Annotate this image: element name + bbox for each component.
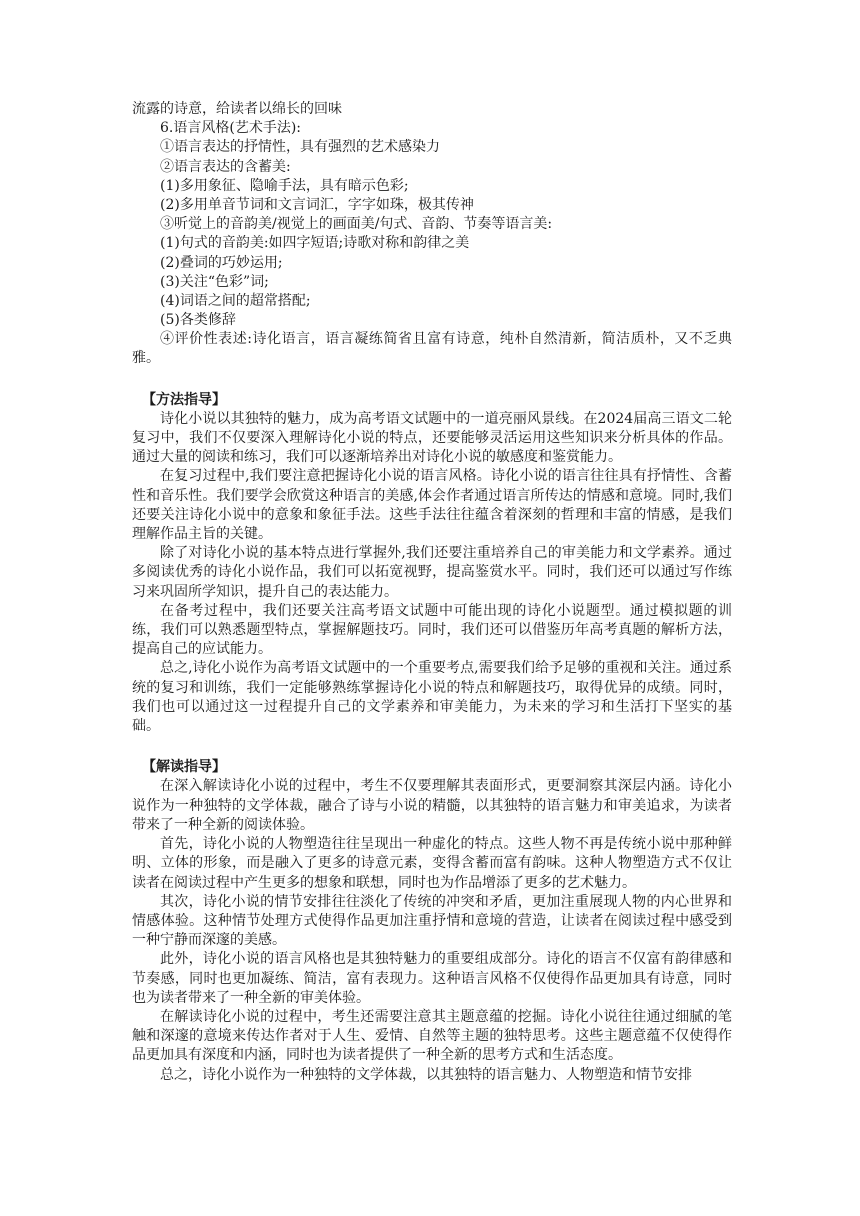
method-paragraph: 在复习过程中,我们要注意把握诗化小说的语言风格。诗化小说的语言往往具有抒情性、含蓄性和音乐性。我们要学会欣赏这种语言的美感,体会作者通过语言所传达的情感和意境。同时,我们还要关注诗化小说中的意象和象征手法。这些手法往往蕴含着深刻的哲理和丰富的情感，是我们理解作品主旨的关键。 <box>132 468 732 543</box>
text-line: ②语言表达的含蓄美: <box>160 158 291 175</box>
reading-paragraph: 此外，诗化小说的语言风格也是其独特魅力的重要组成部分。诗化的语言不仅富有韵律感和节奏感，同时也更加凝练、简洁，富有表现力。这种语言风格不仅使得作品更加具有诗意，同时也为读者带来了一种全新的审美体验。 <box>132 951 732 1006</box>
text-line: (1)多用象征、隐喻手法，具有暗示色彩; <box>160 177 409 194</box>
evaluation-paragraph: ④评价性表述:诗化语言，语言凝练简省且富有诗意，纯朴自然清新，简洁质朴，又不乏典雅。 <box>132 331 732 367</box>
document-page <box>132 100 732 1085</box>
reading-paragraph: 其次，诗化小说的情节安排往往淡化了传统的冲突和矛盾，更加注重展现人物的内心世界和情感体验。这种情节处理方式使得作品更加注重抒情和意境的营造，让读者在阅读过程中感受到一种宁静而深邃的美感。 <box>132 893 732 949</box>
text-line: (5)各类修辞 <box>160 312 236 329</box>
reading-heading: 【解读指导】 <box>142 759 226 776</box>
reading-paragraph: 总之，诗化小说作为一种独特的文学体裁，以其独特的语言魅力、人物塑造和情节安排 <box>160 1066 692 1083</box>
method-paragraph: 诗化小说以其独特的魅力，成为高考语文试题中的一道亮丽风景线。在2024届高三语文二轮复习中，我们不仅要深入理解诗化小说的特点，还要能够灵活运用这些知识来分析具体的作品。通过大量的阅读和练习，我们可以逐渐培养出对诗化小说的敏感度和鉴赏能力。 <box>132 410 732 466</box>
reading-paragraph: 在深入解读诗化小说的过程中，考生不仅要理解其表面形式，更要洞察其深层内涵。诗化小说作为一种独特的文学体裁，融合了诗与小说的精髓，以其独特的语言魅力和审美追求，为读者带来了一种全新的阅读体验。 <box>132 778 732 833</box>
text-line: (3)关注“色彩”词; <box>160 273 269 290</box>
method-paragraph: 总之,诗化小说作为高考语文试题中的一个重要考点,需要我们给予足够的重视和关注。通过系统的复习和训练，我们一定能够熟练掌握诗化小说的特点和解题技巧，取得优异的成绩。同时，我们也可以通过这一过程提升自己的文学素养和审美能力，为未来的学习和生活打下坚实的基础。 <box>132 660 732 735</box>
section-spacer <box>132 736 732 758</box>
section-spacer <box>132 369 732 391</box>
text-line: (4)词语之间的超常搭配; <box>160 292 311 309</box>
text-line: (1)句式的音韵美:如四字短语;诗歌对称和韵律之美 <box>160 235 470 252</box>
method-heading: 【方法指导】 <box>142 391 226 408</box>
reading-paragraph: 首先，诗化小说的人物塑造往往呈现出一种虚化的特点。这些人物不再是传统小说中那种鲜明、立体的形象，而是融入了更多的诗意元素，变得含蓄而富有韵味。这种人物塑造方式不仅让读者在阅读过程中产生更多的想象和联想，同时也为作品增添了更多的艺术魅力。 <box>132 836 732 891</box>
text-line: ③听觉上的音韵美/视觉上的画面美/句式、音韵、节奏等语言美: <box>160 216 553 233</box>
method-paragraph: 除了对诗化小说的基本特点进行掌握外,我们还要注重培养自己的审美能力和文学素养。通过多阅读优秀的诗化小说作品，我们可以拓宽视野，提高鉴赏水平。同时，我们还可以通过写作练习来巩固所学知识，提升自己的表达能力。 <box>132 545 732 600</box>
section-heading-language-style: 6.语言风格(艺术手法): <box>160 120 301 137</box>
reading-paragraph: 在解读诗化小说的过程中，考生还需要注意其主题意蕴的挖掘。诗化小说往往通过细腻的笔触和深邃的意境来传达作者对于人生、爱情、自然等主题的独特思考。这些主题意蕴不仅使得作品更加具有深度和内涵，同时也为读者提供了一种全新的思考方式和生活态度。 <box>132 1008 732 1064</box>
text-line: (2)多用单音节词和文言词汇，字字如珠，极其传神 <box>160 196 474 213</box>
text-line: ①语言表达的抒情性，具有强烈的艺术感染力 <box>160 139 440 156</box>
text-line: (2)叠词的巧妙运用; <box>160 254 283 271</box>
text-line: 流露的诗意，给读者以绵长的回味 <box>132 101 342 117</box>
method-paragraph: 在备考过程中，我们还要关注高考语文试题中可能出现的诗化小说题型。通过模拟题的训练，我们可以熟悉题型特点，掌握解题技巧。同时，我们还可以借鉴历年高考真题的解析方法，提高自己的应试能力。 <box>132 602 732 658</box>
